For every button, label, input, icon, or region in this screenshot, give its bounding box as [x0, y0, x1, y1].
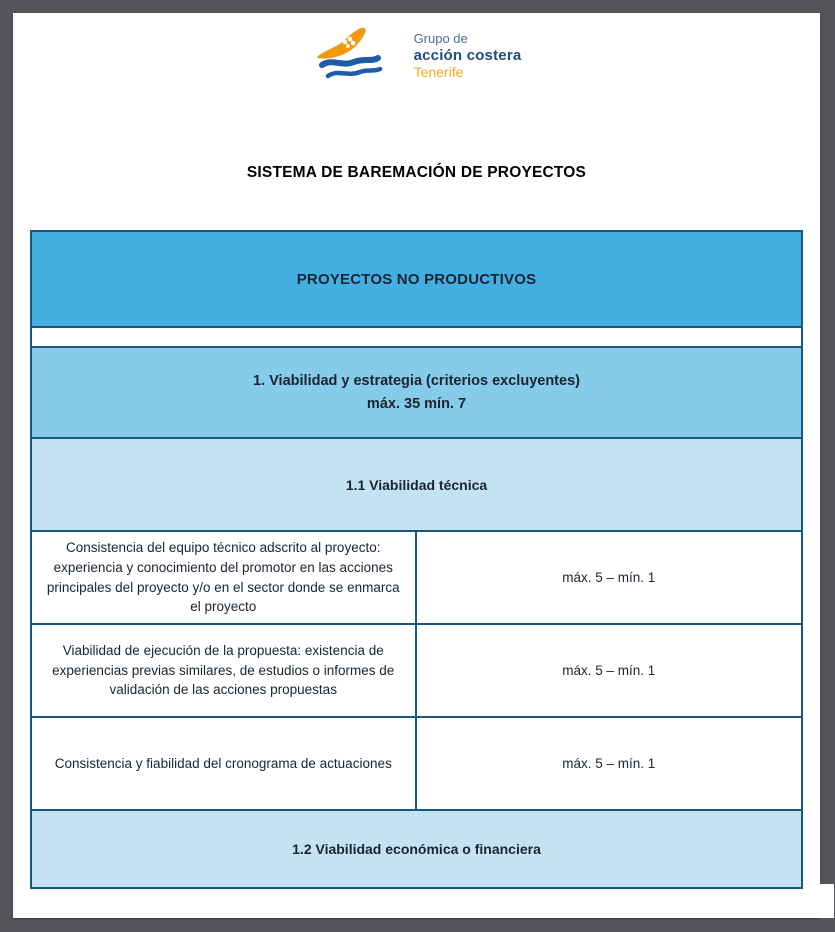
table-main-header — [32, 232, 801, 326]
wave-bottom — [328, 69, 380, 76]
subsection-1-1-label: 1.1 Viabilidad técnica — [345, 476, 488, 493]
island-shape — [317, 28, 366, 59]
subsection-1-1-header — [32, 437, 801, 530]
document-page — [13, 13, 820, 918]
criteria-text: Viabilidad de ejecución de la propuesta: existencia de experiencias previas similares, de estudios o informes de validación de las acciones propuestas — [32, 625, 417, 716]
wave-top — [322, 58, 378, 65]
scoring-table — [30, 230, 803, 889]
criteria-row — [32, 623, 801, 716]
criteria-score: máx. 5 – mín. 1 — [562, 662, 656, 678]
spacer-row — [32, 326, 801, 346]
criteria-score: máx. 5 – mín. 1 — [562, 569, 656, 585]
logo-group-line: Grupo de — [413, 30, 468, 46]
tenerife-island-waves-icon — [312, 27, 408, 85]
logo-text — [414, 32, 522, 80]
criteria-score: máx. 5 – mín. 1 — [562, 755, 656, 771]
criteria-text: Consistencia y fiabilidad del cronograma de actuaciones — [32, 718, 417, 809]
page-corner-notch — [818, 884, 834, 918]
table-main-header-label: PROYECTOS NO PRODUCTIVOS — [296, 270, 537, 288]
subsection-1-2-header — [32, 809, 801, 887]
criteria-text: Consistencia del equipo técnico adscrito al proyecto: experiencia y conocimiento del promotor en las acciones principales del proyecto y/o en el sector donde se enmarca el proyecto — [32, 532, 417, 623]
criteria-row — [32, 530, 801, 623]
subsection-1-2-label: 1.2 Viabilidad económica o financiera — [292, 841, 541, 857]
section-1-range: máx. 35 mín. 7 — [366, 395, 467, 412]
logo — [13, 27, 820, 85]
criteria-row — [32, 716, 801, 809]
section-1-header — [32, 346, 801, 437]
page-title: SISTEMA DE BAREMACIÓN DE PROYECTOS — [246, 164, 587, 181]
logo-name-line: acción costera — [413, 46, 522, 64]
logo-region-line: Tenerife — [413, 64, 464, 81]
section-1-title: 1. Viabilidad y estrategia (criterios excluyentes) — [253, 373, 580, 390]
